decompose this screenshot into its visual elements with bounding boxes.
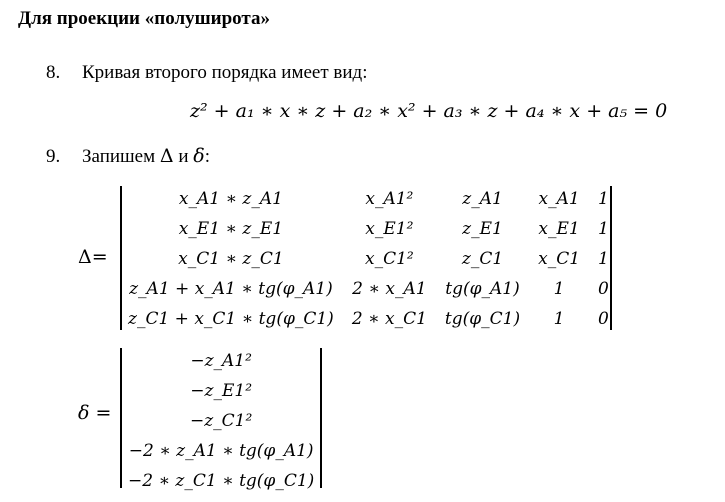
- small-delta-row: [124, 376, 316, 406]
- big-delta-label: Δ=: [78, 246, 108, 268]
- big-delta-cell: x_A1²: [365, 189, 414, 209]
- big-delta-cell: z_A1 + x_A1 ∗ tg(φ_A1): [129, 279, 333, 299]
- small-delta-row: [124, 436, 316, 466]
- small-delta-right-bar: [320, 348, 322, 488]
- big-delta-cell: 2 ∗ x_C1: [351, 309, 427, 329]
- big-delta-cell: z_E1: [462, 219, 503, 239]
- big-delta-cell: 1: [598, 219, 609, 239]
- big-delta-cell: x_A1 ∗ z_A1: [178, 189, 283, 209]
- delta-upper-symbol: Δ: [159, 145, 174, 167]
- big-delta-cell: tg(φ_A1): [445, 279, 520, 299]
- small-delta-label: δ =: [78, 402, 112, 424]
- big-delta-cell: tg(φ_C1): [444, 309, 521, 329]
- big-delta-cell: x_E1 ∗ z_E1: [178, 219, 284, 239]
- item-conj: и: [173, 146, 194, 167]
- delta-lower-symbol: δ: [193, 145, 205, 167]
- item-text: Кривая второго порядка имеет вид:: [82, 62, 368, 83]
- small-delta-column: [124, 346, 316, 496]
- big-delta-cell: x_E1²: [365, 219, 414, 239]
- small-delta-cell: −z_E1²: [190, 381, 253, 401]
- big-delta-cell: 2 ∗ x_A1: [352, 279, 427, 299]
- big-delta-cell: z_C1: [461, 249, 504, 269]
- item-number: 8.: [46, 62, 61, 83]
- small-delta-row: [124, 406, 316, 436]
- big-delta-cell: z_A1: [462, 189, 503, 209]
- small-delta-cell: −2 ∗ z_C1 ∗ tg(φ_C1): [128, 471, 315, 491]
- curve-equation: [190, 100, 667, 122]
- small-delta-cell: −2 ∗ z_A1 ∗ tg(φ_A1): [128, 441, 314, 461]
- item-number: 9.: [46, 146, 61, 167]
- big-delta-left-bar: [120, 186, 122, 330]
- big-delta-cell: x_C1: [538, 249, 581, 269]
- big-delta-cell: x_C1 ∗ z_C1: [178, 249, 284, 269]
- item-text: Запишем: [82, 146, 160, 167]
- section-heading: Для проекции «полуширота»: [18, 8, 270, 29]
- big-delta-cell: x_C1²: [364, 249, 414, 269]
- list-item-8: [46, 62, 368, 84]
- big-delta-matrix: [124, 184, 611, 334]
- item-colon: :: [204, 146, 211, 167]
- list-item-9: [46, 145, 210, 168]
- big-delta-cell: 1: [553, 279, 565, 299]
- big-delta-cell: 0: [598, 309, 609, 329]
- equation-text: z² + a₁ ∗ x ∗ z + a₂ ∗ x² + a₃ ∗ z + a₄ ∗ x + a₅ = 0: [190, 100, 668, 122]
- big-delta-row: [124, 244, 611, 274]
- big-delta-row: [124, 304, 611, 334]
- big-delta-cell: 1: [598, 189, 609, 209]
- small-delta-left-bar: [120, 348, 122, 488]
- big-delta-cell: z_C1 + x_C1 ∗ tg(φ_C1): [128, 309, 334, 329]
- big-delta-row: [124, 214, 611, 244]
- small-delta-row: [124, 466, 316, 496]
- big-delta-cell: 1: [598, 249, 609, 269]
- big-delta-cell: x_A1: [538, 189, 580, 209]
- big-delta-cell: 0: [598, 279, 609, 299]
- big-delta-row: [124, 274, 611, 304]
- small-delta-cell: −z_A1²: [190, 351, 252, 371]
- small-delta-row: [124, 346, 316, 376]
- big-delta-row: [124, 184, 611, 214]
- small-delta-cell: −z_C1²: [189, 411, 253, 431]
- big-delta-cell: x_E1: [538, 219, 580, 239]
- big-delta-cell: 1: [553, 309, 565, 329]
